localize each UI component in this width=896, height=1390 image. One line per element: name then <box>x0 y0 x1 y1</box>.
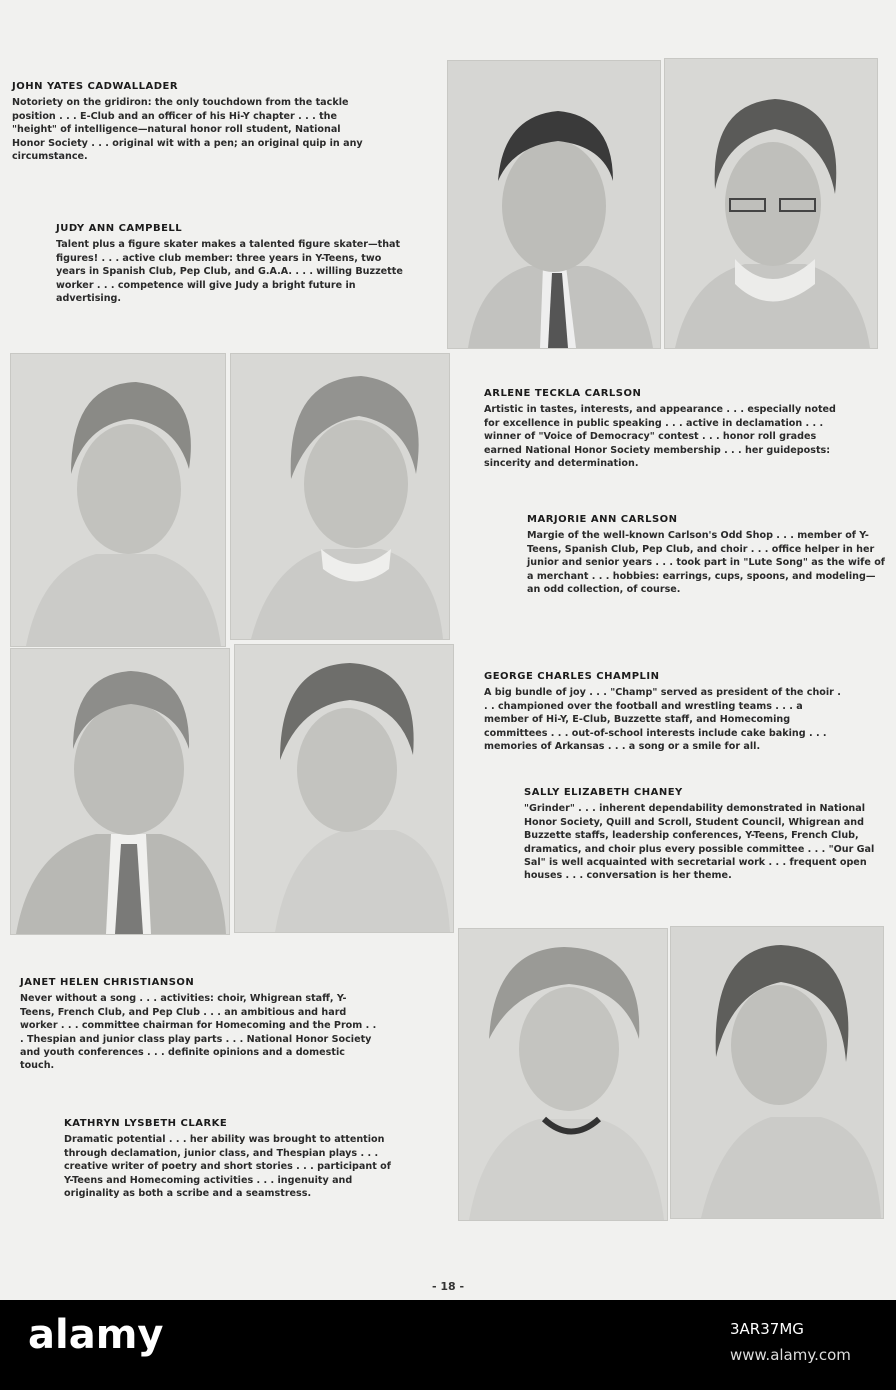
page-number: - 18 - <box>431 1280 465 1293</box>
bio-text: Never without a song . . . activities: choir, Whigrean staff, Y-Teens, French Club, and Pep Club . . . an ambitious and hard worker . . . committee chairman for Homecoming and the Prom . . . Thespian and junior class play parts . . . National Honor Society and youth conferences . . . definite opinions and a domestic touch. <box>20 993 377 1072</box>
bio-arlene-carlson <box>484 387 841 470</box>
portrait-chaney <box>234 644 454 933</box>
bio-text: "Grinder" . . . inherent dependability demonstrated in National Honor Society, Quill and Scroll, Student Council, Whigrean and Buzzette staffs, leadership conferences, Y-Teens, French Club, dramatics, and choir plus every possible committee . . . "Our Gal Sal" is well acquainted with secretarial work . . . frequent open houses . . . conversation is her theme. <box>524 803 875 882</box>
portrait-clarke <box>670 926 884 1219</box>
bio-text: Talent plus a figure skater makes a talented figure skater—that figures! . . . active club member: three years in Y-Teens, two years in Spanish Club, Pep Club, and G.A.A. . . . willing Buzzette worker . . . competence will give Judy a bright future in advertising. <box>56 239 403 305</box>
bio-name: MARJORIE ANN CARLSON <box>527 514 678 525</box>
bio-name: ARLENE TECKLA CARLSON <box>484 388 642 399</box>
bio-christianson <box>20 976 378 1073</box>
bio-cadwallader <box>12 80 370 163</box>
portrait-champlin <box>10 648 230 935</box>
bio-marjorie-carlson <box>527 513 885 596</box>
bio-name: JOHN YATES CADWALLADER <box>12 81 179 92</box>
bio-name: KATHRYN LYSBETH CLARKE <box>64 1118 228 1129</box>
portrait-cadwallader <box>447 60 661 349</box>
portrait-campbell <box>664 58 878 349</box>
bio-text: Dramatic potential . . . her ability was brought to attention through declamation, junior class, and Thespian plays . . . creative writer of poetry and short stories . . . participant of Y-Teens and Homecoming activities . . . ingenuity and originality as both a scribe and a seamstress. <box>64 1134 391 1200</box>
bio-text: Notoriety on the gridiron: the only touchdown from the tackle position . . . E-Club and an officer of his Hi-Y chapter . . . the "height" of intelligence—natural honor roll student, National Honor Society . . . original wit with a pen; an original quip in any circumstance. <box>12 97 363 163</box>
image-id: 3AR37MG <box>730 1320 804 1338</box>
alamy-logo: alamy <box>28 1312 164 1358</box>
bio-name: JUDY ANN CAMPBELL <box>56 223 183 234</box>
portrait-christianson <box>458 928 668 1221</box>
bio-text: A big bundle of joy . . . "Champ" served as president of the choir . . . championed over the football and wrestling teams . . . a member of Hi-Y, E-Club, Buzzette staff, and Homecoming committees . . . out-of-school interests include cake baking . . . memories of Arkansas . . . a song or a smile for all. <box>484 687 841 753</box>
bio-champlin <box>484 670 842 753</box>
bio-clarke <box>64 1117 394 1200</box>
portrait-marjorie-carlson <box>230 353 450 640</box>
portrait-arlene-carlson <box>10 353 226 647</box>
bio-name: JANET HELEN CHRISTIANSON <box>20 977 195 988</box>
bio-chaney <box>524 786 884 883</box>
site-url: www.alamy.com <box>730 1346 851 1364</box>
bio-name: GEORGE CHARLES CHAMPLIN <box>484 671 660 682</box>
bio-text: Artistic in tastes, interests, and appearance . . . especially noted for excellence in public speaking . . . active in declamation . . . winner of "Voice of Democracy" contest . . . honor roll grades earned National Honor Society membership . . . her guideposts: sincerity and determination. <box>484 404 836 470</box>
bio-name: SALLY ELIZABETH CHANEY <box>524 787 683 798</box>
bio-campbell <box>56 222 412 305</box>
bio-text: Margie of the well-known Carlson's Odd Shop . . . member of Y-Teens, Spanish Club, Pep Club, and choir . . . office helper in her junior and senior years . . . took part in "Lute Song" as the wife of a merchant . . . hobbies: earrings, cups, spoons, and modeling—an odd collection, of course. <box>527 530 885 596</box>
